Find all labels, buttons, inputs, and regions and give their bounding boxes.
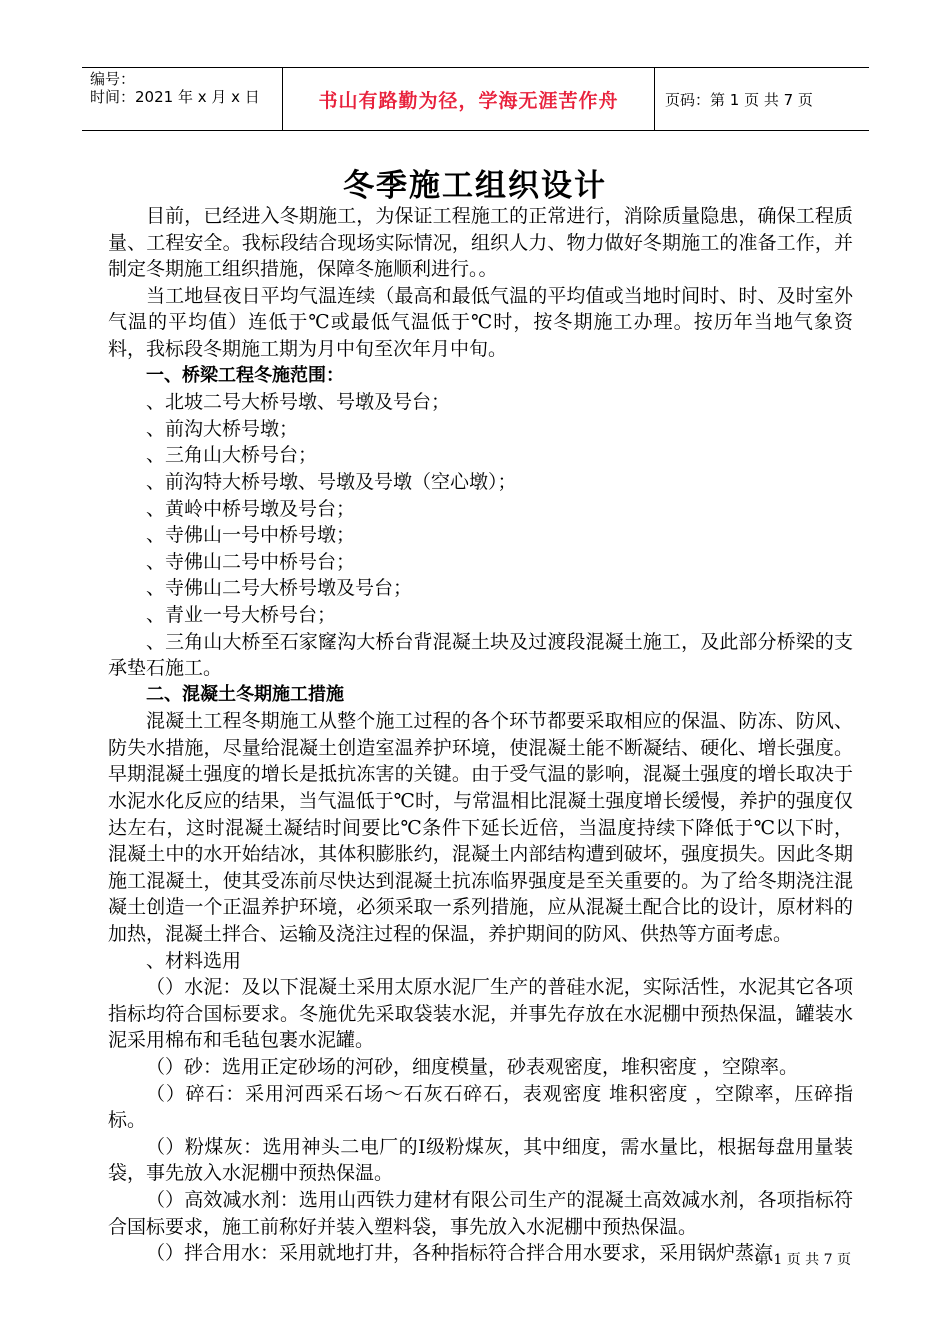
header-motto-cell xyxy=(282,68,655,130)
list-item: 、黄岭中桥号墩及号台； xyxy=(146,497,356,520)
list-item: 、寺佛山二号中桥号台； xyxy=(146,550,356,573)
material-item: （）碎石：采用河西采石场～石灰石碎石，表观密度 堆积密度 ，空隙率，压碎指标。 xyxy=(108,1082,853,1132)
material-item: （）水泥：及以下混凝土采用太原水泥厂生产的普硅水泥，实际活性，水泥其它各项指标均符合国标要求。冬施优先采取袋装水泥，并事先存放在水泥棚中预热保温，罐装水泥采用棉布和毛毡包裹水泥罐。 xyxy=(108,976,853,1052)
list-item: 、北坡二号大桥号墩、号墩及号台； xyxy=(146,391,451,414)
number-label: 编号： xyxy=(90,70,136,88)
list-item: 、前沟特大桥号墩、号墩及号墩（空心墩）； xyxy=(146,470,517,493)
list-item: 、三角山大桥号台； xyxy=(146,444,318,467)
motto: 书山有路勤为径，学海无涯苦作舟 xyxy=(318,89,619,112)
paragraph-intro: 目前，已经进入冬期施工，为保证工程施工的正常进行，消除质量隐患，确保工程质量、工程安全。我标段结合现场实际情况，组织人力、物力做好冬期施工的准备工作，并制定冬期施工组织措施，保障冬施顺利进行。。 xyxy=(108,205,853,281)
material-item: （）高效减水剂：选用山西铁力建材有限公司生产的混凝土高效减水剂，各项指标符合国标要求，施工前称好并装入塑料袋，事先放入水泥棚中预热保温。 xyxy=(108,1188,853,1238)
time-label: 时间：2021 年 x 月 x 日 xyxy=(90,88,260,106)
list-item: 、前沟大桥号墩； xyxy=(146,417,299,440)
list-item: 、寺佛山一号中桥号墩； xyxy=(146,524,356,547)
page-footer: 第 1 页 共 7 页 xyxy=(754,1252,851,1268)
document-body xyxy=(108,203,853,1267)
list-item: 、青业一号大桥号台； xyxy=(146,603,337,626)
paragraph-concrete-measures: 混凝土工程冬期施工从整个施工过程的各个环节都要采取相应的保温、防冻、防风、防失水措施，尽量给混凝土创造室温养护环境，使混凝土能不断凝结、硬化、增长强度。早期混凝土强度的增长是抵抗冻害的关键。由于受气温的影响，混凝土强度的增长取决于水泥水化反应的结果，当气温低于℃时，与常温相比混凝土强度增长缓慢，养护的强度仅达左右，这时混凝土凝结时间要比℃条件下延长近倍，当温度持续下降低于℃以下时，混凝土中的水开始结冰，其体积膨胀约，混凝土内部结构遭到破坏，强度损失。因此冬期施工混凝土，使其受冻前尽快达到混凝土抗冻临界强度是至关重要的。为了给冬期浇注混凝土创造一个正温养护环境，必须采取一系列措施，应从混凝土配合比的设计，原材料的加热，混凝土拌合、运输及浇注过程的保温，养护期间的防风、供热等方面考虑。 xyxy=(108,710,853,946)
header-page-cell xyxy=(655,68,869,130)
subheading-materials: 、材料选用 xyxy=(146,949,242,972)
material-item: （）拌合用水：采用就地打井，各种指标符合拌合用水要求，采用锅炉蒸汽 xyxy=(146,1242,774,1265)
list-item: 、寺佛山二号大桥号墩及号台； xyxy=(146,577,413,600)
section-heading-bridge-scope: 一、桥梁工程冬施范围： xyxy=(146,364,344,386)
section-heading-concrete: 二、混凝土冬期施工措施 xyxy=(146,683,344,705)
paragraph-temperature: 当工地昼夜日平均气温连续（最高和最低气温的平均值或当地时间时、时、及时室外气温的平均值）连低于℃或最低气温低于℃时，按冬期施工办理。按历年当地气象资料，我标段冬期施工期为月中旬至次年月中旬。 xyxy=(108,284,853,360)
material-item: （）砂：选用正定砂场的河砂，细度模量，砂表观密度，堆积密度 ，空隙率。 xyxy=(146,1056,799,1078)
list-item: 、三角山大桥至石家窿沟大桥台背混凝土块及过渡段混凝土施工，及此部分桥梁的支承垫石施工。 xyxy=(108,630,853,680)
material-item: （）粉煤灰：选用神头二电厂的Ⅰ级粉煤灰，其中细度，需水量比，根据每盘用量装袋，事先放入水泥棚中预热保温。 xyxy=(108,1135,853,1185)
header-meta-cell xyxy=(82,68,282,130)
page-code: 页码：第 1 页 共 7 页 xyxy=(665,90,813,109)
document-title: 冬季施工组织设计 xyxy=(343,168,607,204)
document-header xyxy=(82,67,869,131)
